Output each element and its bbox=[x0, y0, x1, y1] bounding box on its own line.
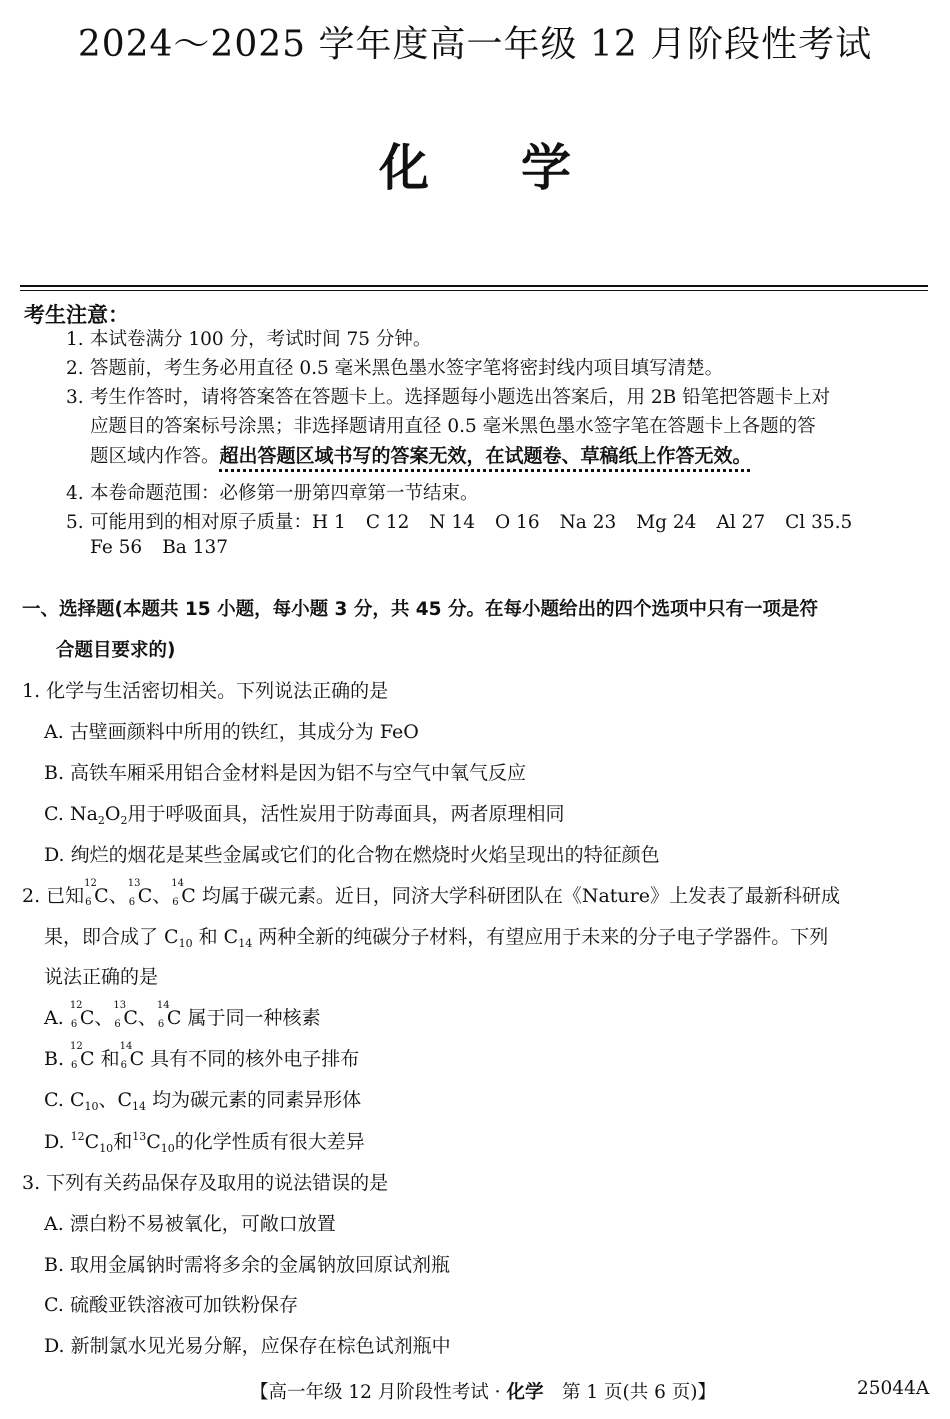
question-3-option-a: A. 漂白粉不易被氧化，可敞口放置 bbox=[44, 1213, 336, 1235]
exam-title: 2024～2025 学年度高一年级 12 月阶段性考试 bbox=[77, 24, 873, 65]
question-2-option-b: B. 12 6 C 和 14 6 C 具有不同的核外电子排布 bbox=[44, 1041, 360, 1071]
question-2-option-d: D. $^{12}C_{10}$和$^{13}C_{10}$的化学性质有很大差异 bbox=[44, 1130, 365, 1155]
question-1-option-a: A. 古壁画颜料中所用的铁红，其成分为 FeO bbox=[44, 721, 419, 743]
question-3-option-c: C. 硫酸亚铁溶液可加铁粉保存 bbox=[44, 1294, 298, 1316]
question-1-option-d: D. 绚烂的烟花是某些金属或它们的化合物在燃烧时火焰呈现出的特征颜色 bbox=[44, 844, 660, 866]
question-2-option-a: A. 12 6 C、 13 6 C、 14 6 C 属于同一种核素 bbox=[44, 1000, 321, 1030]
question-1-stem: 1. 化学与生活密切相关。下列说法正确的是 bbox=[22, 680, 389, 702]
notice-item-3-line2: 应题目的答案标号涂黑；非选择题请用直径 0.5 毫米黑色墨水签字笔在答题卡上各题的答 bbox=[90, 416, 816, 437]
notice-warning: 超出答题区域书写的答案无效，在试题卷、草稿纸上作答无效。 bbox=[219, 445, 752, 467]
notice-item-4: 4. 本卷命题范围：必修第一册第四章第一节结束。 bbox=[66, 483, 479, 504]
top-divider-thin bbox=[20, 290, 928, 291]
question-2-stem-line2: 果，即合成了 $C_{10}$ 和 $C_{14}$ 两种全新的纯碳分子材料，有望应用于未来的分子电子学器件。下列 bbox=[44, 926, 829, 950]
page-footer: 【高一年级 12 月阶段性考试 · 化学 第 1 页(共 6 页)】 bbox=[250, 1382, 716, 1403]
question-1-option-b: B. 高铁车厢采用铝合金材料是因为铝不与空气中氧气反应 bbox=[44, 762, 527, 784]
question-2-stem: 2. 已知 12 6 C、 13 6 C、 14 6 C 均属于碳元素。近日，同济大学科研团队在《Nature》上发表了最新科研成 bbox=[22, 878, 840, 908]
section-heading-line2: 合题目要求的) bbox=[56, 640, 176, 661]
paper-code: 25044A bbox=[857, 1378, 930, 1399]
section-heading: 一、选择题(本题共 15 小题，每小题 3 分，共 45 分。在每小题给出的四个选项中只有一项是符 bbox=[22, 599, 818, 620]
notice-item-2: 2. 答题前，考生务必用直径 0.5 毫米黑色墨水签字笔将密封线内项目填写清楚。 bbox=[66, 358, 724, 379]
notice-item-3-line3: 题区域内作答。超出答题区域书写的答案无效，在试题卷、草稿纸上作答无效。 bbox=[90, 445, 752, 467]
question-1-option-c: C. $Na_2O_2$用于呼吸面具，活性炭用于防毒面具，两者原理相同 bbox=[44, 803, 565, 827]
question-3-option-b: B. 取用金属钠时需将多余的金属钠放回原试剂瓶 bbox=[44, 1254, 451, 1276]
question-3-stem: 3. 下列有关药品保存及取用的说法错误的是 bbox=[22, 1172, 389, 1194]
notice-heading: 考生注意： bbox=[24, 303, 129, 327]
subject-char-2: 学 bbox=[521, 139, 571, 197]
notice-item-3: 3. 考生作答时，请将答案答在答题卡上。选择题每小题选出答案后，用 2B 铅笔把答题卡上对 bbox=[66, 387, 831, 408]
notice-item-5-line2: Fe 56 Ba 137 bbox=[90, 537, 229, 558]
question-2-stem-line3: 说法正确的是 bbox=[44, 966, 159, 988]
question-2-option-c: C. $C_{10}$、$C_{14}$ 均为碳元素的同素异形体 bbox=[44, 1089, 362, 1113]
question-3-option-d: D. 新制氯水见光易分解，应保存在棕色试剂瓶中 bbox=[44, 1335, 451, 1357]
subject-char-1: 化 bbox=[379, 139, 429, 197]
notice-item-1: 1. 本试卷满分 100 分，考试时间 75 分钟。 bbox=[66, 329, 432, 350]
notice-item-5: 5. 可能用到的相对原子质量：H 1 C 12 N 14 O 16 Na 23 Mg 24 Al 27 Cl 35.5 bbox=[66, 512, 853, 533]
subject-title bbox=[0, 128, 950, 200]
top-divider bbox=[20, 285, 928, 287]
